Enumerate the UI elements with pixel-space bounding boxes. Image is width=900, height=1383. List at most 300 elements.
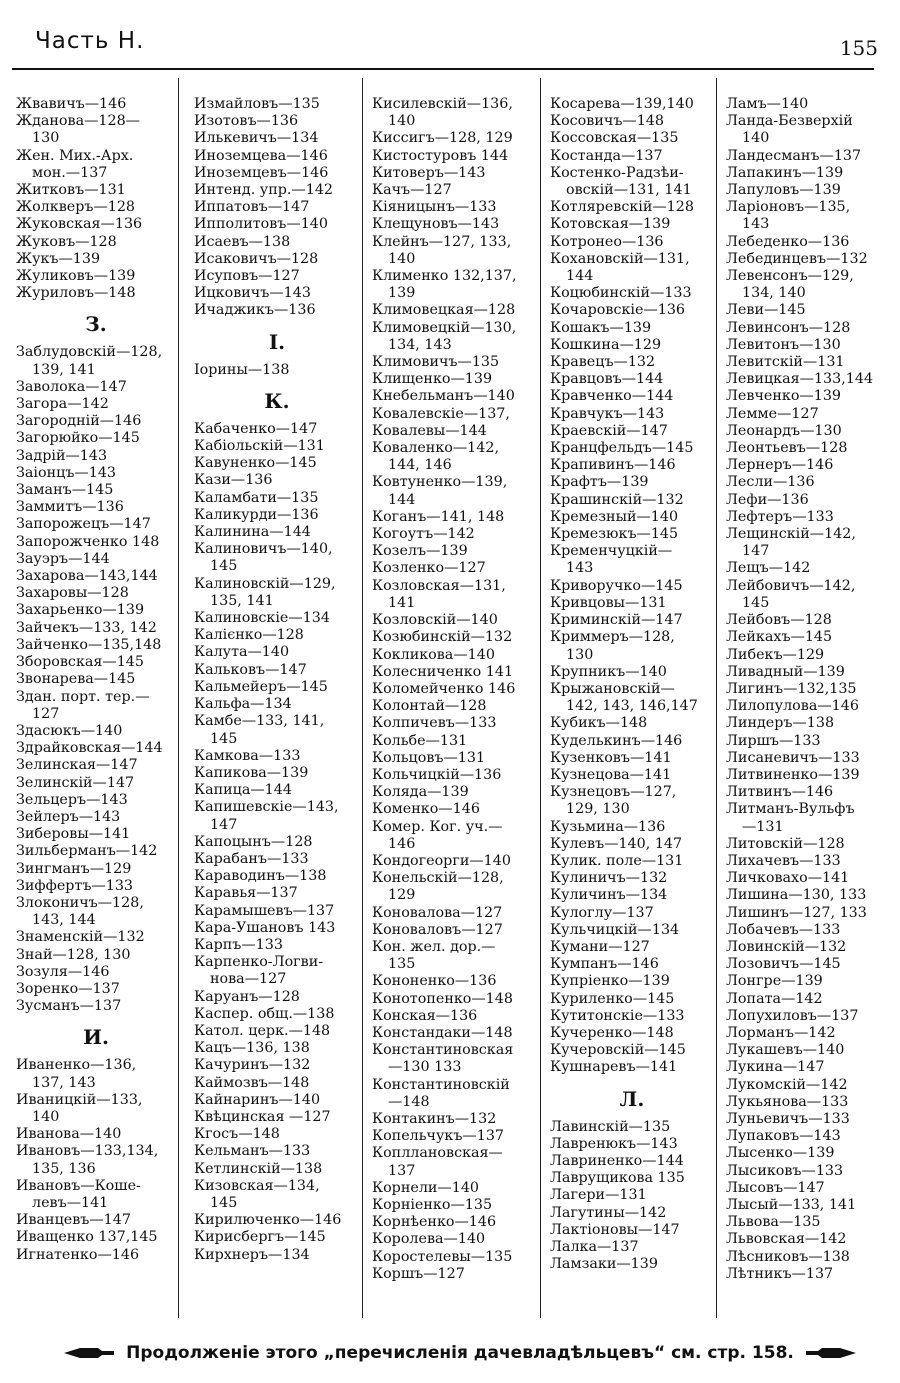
index-entry: Кремезюкъ—145	[550, 526, 679, 543]
index-entry: Калута—140	[194, 644, 290, 661]
index-entry: Котляревскій—128	[550, 199, 694, 216]
index-entry: Лѣсниковъ—138	[726, 1248, 850, 1265]
index-entry: Лупаковъ—143	[726, 1128, 841, 1145]
index-entry: Конотопенко—148	[372, 990, 513, 1007]
index-entry: Ковалевскіе—137,	[372, 405, 510, 422]
index-entry: Ковтуненко—139,	[372, 474, 508, 491]
index-entry: Кокликова—140	[372, 646, 495, 663]
index-entry: Капишевскіе—143,	[194, 799, 339, 816]
index-entry: Капоцынъ—128	[194, 833, 313, 850]
index-entry-continuation: 139, 141	[32, 361, 96, 378]
index-entry: Лысовъ—147	[726, 1179, 825, 1196]
index-entry: Ловинскій—132	[726, 938, 847, 955]
index-entry: Литвинъ—146	[726, 784, 834, 801]
index-entry: Крапивинъ—146	[550, 457, 676, 474]
index-entry: Левенсонъ—129,	[726, 268, 854, 285]
index-entry: Илькевичъ—134	[194, 130, 319, 147]
index-entry: Литманъ-Вульфъ	[726, 801, 855, 818]
index-entry: Загородній—146	[16, 413, 142, 430]
index-entry: Ичаджикъ—136	[194, 302, 316, 319]
index-entry: Котовская—139	[550, 216, 671, 233]
index-entry: Козловская—131,	[372, 577, 506, 594]
index-entry: Кнебельманъ—140	[372, 388, 515, 405]
index-entry: Здрайковская—144	[16, 740, 163, 757]
index-entry: Кравцовъ—144	[550, 371, 664, 388]
index-entry: Лилопулова—146	[726, 698, 859, 715]
index-entry-continuation: 140	[32, 1108, 60, 1125]
index-entry: Косарева—139,140	[550, 96, 694, 112]
index-entry: Клименко 132,137,	[372, 268, 517, 285]
pointing-hand-left-icon	[62, 1345, 116, 1361]
index-entry: Колесниченко 141	[372, 663, 514, 680]
index-entry: Кіяницынъ—133	[372, 199, 497, 216]
index-entry: Лорманъ—142	[726, 1024, 836, 1041]
index-column-1	[16, 96, 176, 1319]
index-entry: Леви—145	[726, 302, 806, 319]
index-entry: Константиновскій	[372, 1076, 510, 1093]
index-entry: Кайнаринъ—140	[194, 1091, 321, 1108]
index-entry: Козелъ—139	[372, 543, 468, 560]
index-entry: Лефи—136	[726, 491, 809, 508]
index-entry: Крашинскій—132	[550, 491, 684, 508]
section-letter: К.	[264, 388, 290, 413]
index-column-5	[726, 96, 886, 1319]
column-divider	[178, 78, 179, 1318]
index-entry: Лещъ—142	[726, 560, 811, 577]
index-entry: Лапакинъ—139	[726, 164, 844, 181]
index-entry: Знаменскій—132	[16, 929, 145, 946]
index-entry: Клищенко—139	[372, 371, 493, 388]
index-entry: Крафтъ—139	[550, 474, 649, 491]
index-entry: Коноваловъ—127	[372, 921, 503, 938]
index-entry: Либекъ—129	[726, 646, 825, 663]
index-entry: Исуповъ—127	[194, 268, 300, 285]
index-entry: Климовецкая—128	[372, 302, 516, 319]
index-entry: Кулоглу—137	[550, 904, 654, 921]
index-entry: Зильберманъ—142	[16, 843, 158, 860]
index-entry: Клещуновъ—143	[372, 216, 500, 233]
index-entry: Капикова—139	[194, 764, 309, 781]
index-entry: Левицкая—133,144	[726, 371, 874, 388]
index-entry: Кучеровскій—145	[550, 1042, 686, 1059]
index-entry: Каравья—137	[194, 885, 298, 902]
index-entry: Королева—140	[372, 1231, 486, 1248]
index-entry: Іорины—138	[194, 361, 290, 378]
index-entry: Каламбати—135	[194, 489, 319, 506]
index-entry: Лактіоновы—147	[550, 1221, 680, 1238]
index-entry: Лейкахъ—145	[726, 629, 833, 646]
index-entry: Ламзаки—139	[550, 1256, 658, 1273]
index-entry: Кочаровскіе—136	[550, 302, 686, 319]
index-entry: Кетлинскій—138	[194, 1160, 323, 1177]
index-entry-continuation: 146	[388, 835, 416, 852]
index-entry: Косовичъ—148	[550, 113, 664, 130]
index-entry: Кальковъ—147	[194, 661, 307, 678]
index-column-3	[372, 96, 538, 1319]
index-entry-continuation: 144	[388, 491, 416, 508]
index-entry-continuation: 135	[388, 956, 416, 973]
index-entry: Костанда—137	[550, 147, 663, 164]
index-entry: Зейлеръ—143	[16, 808, 121, 825]
index-entry: Качуринъ—132	[194, 1057, 311, 1074]
index-entry: Коваленко—142,	[372, 440, 499, 457]
index-entry: Копллановская—	[372, 1145, 503, 1162]
index-entry: Иващенко 137,145	[16, 1229, 158, 1246]
index-entry: Зборовская—145	[16, 654, 145, 671]
index-entry: Иваненко—136,	[16, 1057, 137, 1074]
index-entry: Купріенко—139	[550, 973, 670, 990]
index-entry: Иваницкій—133,	[16, 1091, 143, 1108]
index-entry: Жен. Мих.-Арх.	[16, 147, 134, 164]
index-entry: Куриленко—145	[550, 990, 675, 1007]
index-entry: Иноземцевъ—146	[194, 164, 329, 181]
index-entry: Иппатовъ—147	[194, 199, 310, 216]
index-entry: Козленко—127	[372, 560, 486, 577]
index-entry: Лефтеръ—133	[726, 508, 834, 525]
index-entry: Лебединцевъ—132	[726, 250, 868, 267]
index-entry: Кабаченко—147	[194, 420, 318, 437]
index-entry: Зельцеръ—143	[16, 791, 128, 808]
index-entry: Кизовская—134,	[194, 1177, 320, 1194]
index-entry: Кальмейеръ—145	[194, 678, 328, 695]
index-entry-continuation: 143	[566, 560, 594, 577]
index-entry: Контакинъ—132	[372, 1110, 497, 1127]
index-entry: Лаврущикова 135	[550, 1170, 685, 1187]
index-entry: Зелинскій—147	[16, 774, 135, 791]
index-entry: Лавинскій—135	[550, 1118, 671, 1135]
index-entry-continuation: 141	[388, 594, 416, 611]
index-entry-continuation: мон.—137	[32, 164, 108, 181]
index-entry: Кучеренко—148	[550, 1024, 674, 1041]
index-entry: Кравчукъ—143	[550, 405, 665, 422]
index-entry-continuation: 144, 146	[388, 457, 452, 474]
index-entry: Лозовичъ—145	[726, 956, 841, 973]
index-entry: Ламъ—140	[726, 96, 809, 112]
index-entry: Колонтай—128	[372, 698, 487, 715]
index-entry-continuation: 145	[742, 594, 770, 611]
index-entry-continuation: 143	[742, 216, 770, 233]
index-entry: Ипполитовъ—140	[194, 216, 328, 233]
index-entry: Лопата—142	[726, 990, 823, 1007]
index-entry: Кульчицкій—134	[550, 921, 680, 938]
index-column-4	[550, 96, 714, 1319]
index-entry: Львовская—142	[726, 1231, 847, 1248]
index-entry: Кумани—127	[550, 938, 650, 955]
index-column-2	[194, 96, 360, 1319]
index-entry-continuation: 134, 143	[388, 336, 452, 353]
index-entry: Корніенко—135	[372, 1197, 493, 1213]
index-entry: Заіонцъ—143	[16, 464, 117, 481]
part-title: Часть Н.	[35, 28, 145, 54]
index-entry-continuation: 140	[742, 130, 770, 147]
page-number: 155	[839, 36, 878, 60]
index-entry: Заволока—147	[16, 378, 127, 395]
index-entry-continuation: 130	[566, 646, 594, 663]
index-entry: Леонтьевъ—128	[726, 440, 848, 457]
index-entry: Котронео—136	[550, 233, 664, 250]
index-entry: Камкова—133	[194, 747, 301, 764]
index-entry: Лернеръ—146	[726, 457, 834, 474]
index-entry: Кистостуровъ 144	[372, 147, 509, 164]
index-entry-continuation: 147	[210, 816, 238, 833]
index-entry: Ивановъ—Коше-	[16, 1177, 141, 1194]
index-entry: Кузьмина—136	[550, 818, 666, 835]
index-entry: Злоконичъ—128,	[16, 894, 144, 911]
index-entry: Кельманъ—133	[194, 1143, 311, 1160]
index-entry: Костенко-Радзѣи-	[550, 164, 684, 181]
index-entry: Кази—136	[194, 472, 273, 489]
index-entry: Кремезный—140	[550, 508, 679, 525]
index-entry-continuation: 145	[210, 1194, 238, 1211]
index-entry: Захарьенко—139	[16, 602, 145, 619]
index-entry: Констандаки—148	[372, 1024, 513, 1041]
index-entry: Козловскій—140	[372, 612, 498, 629]
index-entry: Литвиненко—139	[726, 766, 860, 783]
index-entry: Куличинъ—134	[550, 887, 668, 904]
index-entry: Запорожецъ—147	[16, 516, 151, 533]
index-entry: Кузнецовъ—127,	[550, 784, 677, 801]
index-entry: Кирилюченко—146	[194, 1212, 342, 1229]
index-entry: Калиновскій—129,	[194, 575, 336, 592]
index-entry: Конельскій—128,	[372, 870, 504, 887]
index-entry-continuation: нова—127	[210, 971, 287, 988]
index-entry: Кон. жел. дор.—	[372, 938, 496, 955]
index-entry: Зайченко—135,148	[16, 636, 162, 653]
index-entry: Лишинъ—127, 133	[726, 904, 867, 921]
index-entry-continuation: —131	[742, 818, 784, 835]
index-entry-continuation: —148	[388, 1093, 430, 1110]
index-entry: Интенд. упр.—142	[194, 182, 334, 199]
index-entry: Кравецъ—132	[550, 354, 656, 371]
index-entry: Катол. церк.—148	[194, 1022, 331, 1039]
index-entry: Лысиковъ—133	[726, 1162, 844, 1179]
index-entry: Кузнецова—141	[550, 766, 672, 783]
index-entry: Крупникъ—140	[550, 663, 667, 680]
index-entry: Житковъ—131	[16, 182, 126, 199]
index-entry: Кавуненко—145	[194, 455, 317, 472]
index-entry: Карпенко-Логви-	[194, 954, 324, 971]
index-entry: Зауэръ—144	[16, 550, 110, 567]
index-entry-continuation: 142, 143, 146,147	[566, 698, 698, 715]
index-entry: Кольбе—131	[372, 732, 468, 749]
index-entry-continuation: 129	[388, 887, 416, 904]
index-entry: Конская—136	[372, 1007, 478, 1024]
index-entry: Капица—144	[194, 782, 292, 799]
index-entry: Карабанъ—133	[194, 850, 309, 867]
index-entry: Карпъ—133	[194, 936, 283, 953]
index-entry: Иванцевъ—147	[16, 1212, 131, 1229]
index-entry: Лонгре—139	[726, 973, 823, 990]
index-entry: Лихачевъ—133	[726, 852, 841, 869]
index-entry: Кольцовъ—131	[372, 749, 486, 766]
index-entry: Зусманъ—137	[16, 998, 122, 1015]
index-entry-continuation: 143, 144	[32, 912, 96, 929]
index-entry: Зозуля—146	[16, 963, 110, 980]
index-entry: Лысый—133, 141	[726, 1197, 857, 1213]
index-entry: Лейбовъ—128	[726, 612, 832, 629]
index-entry: Лапуловъ—139	[726, 182, 841, 199]
index-entry: Калиновскіе—134	[194, 610, 330, 627]
index-entry-continuation: 145	[210, 558, 238, 575]
header-rule	[12, 68, 874, 70]
index-entry: Кацъ—136, 138	[194, 1040, 310, 1057]
index-entry: Ландесманъ—137	[726, 147, 862, 164]
index-entry: Кольчицкій—136	[372, 766, 502, 783]
index-entry-continuation: 145	[210, 730, 238, 747]
index-entry-continuation: левъ—141	[32, 1194, 109, 1211]
index-entry: Ковалевы—144	[372, 422, 487, 439]
index-entry: Лобачевъ—133	[726, 921, 841, 938]
index-entry-continuation: 129, 130	[566, 801, 630, 818]
section-letter: І.	[268, 329, 286, 354]
index-entry: Зиффертъ—133	[16, 877, 134, 894]
index-entry: Лишина—130, 133	[726, 887, 867, 904]
index-entry: Китоверъ—143	[372, 164, 486, 181]
index-entry: Куделькинъ—146	[550, 732, 683, 749]
column-divider	[540, 78, 541, 1318]
index-entry-continuation: овскій—131, 141	[566, 182, 692, 199]
index-entry: Кара-Ушановъ 143	[194, 919, 336, 936]
index-entry-continuation: 140	[388, 250, 416, 267]
index-entry: Лейбовичъ—142,	[726, 577, 856, 594]
index-entry: Исаевъ—138	[194, 233, 291, 250]
index-entry: Леонардъ—130	[726, 422, 842, 439]
index-entry: Лисаневичъ—133	[726, 749, 860, 766]
index-entry: Коганъ—141, 148	[372, 508, 505, 525]
index-entry: Захаровы—128	[16, 585, 129, 602]
index-entry: Лалка—137	[550, 1239, 639, 1255]
index-entry: Константиновская	[372, 1042, 514, 1059]
index-entry: Загорюйко—145	[16, 430, 140, 447]
index-entry: Криворучко—145	[550, 577, 683, 594]
index-entry: Колядa—139	[372, 784, 469, 801]
index-entry: Коростелевы—135	[372, 1248, 513, 1265]
index-entry: Ларіоновъ—135,	[726, 199, 851, 216]
footer-text: Продолженіе этого „перечисленія дачевладѣльцевъ“ см. стр. 158.	[126, 1343, 794, 1363]
index-entry: Загора—142	[16, 396, 109, 413]
index-entry: Лагери—131	[550, 1187, 647, 1204]
index-entry: Кулевъ—140, 147	[550, 835, 683, 852]
index-entry: Качъ—127	[372, 182, 452, 199]
index-entry: Изотовъ—136	[194, 113, 299, 130]
index-entry: Карамышевъ—137	[194, 902, 335, 919]
index-entry: Иванова—140	[16, 1126, 122, 1143]
index-entry: Комер. Ког. уч.—	[372, 818, 503, 835]
index-entry-continuation: 137, 143	[32, 1074, 96, 1091]
index-entry: Климовецкій—130,	[372, 319, 517, 336]
index-entry: Криминскій—147	[550, 612, 683, 629]
index-entry: Звонарева—145	[16, 671, 136, 688]
section-letter: И.	[83, 1025, 109, 1050]
index-entry: Криммеръ—128,	[550, 629, 675, 646]
index-entry-continuation: 130	[32, 130, 60, 147]
index-entry: Кубикъ—148	[550, 715, 648, 732]
index-entry: Львова—135	[726, 1214, 821, 1231]
index-entry: Лавриненко—144	[550, 1152, 684, 1169]
index-entry: Когоутъ—142	[372, 526, 475, 543]
index-entry: Журиловъ—148	[16, 285, 136, 302]
index-entry: Кременчуцкій—	[550, 543, 673, 560]
index-entry: Жуковская—136	[16, 216, 143, 233]
index-entry: Крыжановскій—	[550, 680, 675, 697]
index-entry: Заманъ—145	[16, 482, 114, 499]
index-entry: Лемме—127	[726, 405, 819, 422]
index-entry: Каспер. общ.—138	[194, 1005, 335, 1022]
index-entry: Жуковъ—128	[16, 233, 117, 250]
index-entry: Кальфа—134	[194, 696, 292, 713]
index-entry: Кирисбергъ—145	[194, 1229, 326, 1246]
index-entry: Кранцфельдъ—145	[550, 440, 694, 457]
index-entry: Запорожченко 148	[16, 533, 160, 550]
index-entry: Кулик. поле—131	[550, 852, 684, 869]
page-header	[35, 24, 878, 68]
index-entry: Кузенковъ—141	[550, 749, 672, 766]
index-entry: Задрій—143	[16, 447, 108, 464]
index-entry: Зингманъ—129	[16, 860, 132, 877]
section-letter: Л.	[619, 1086, 645, 1111]
index-entry: Зелинская—147	[16, 757, 138, 774]
index-entry: Здасюкъ—140	[16, 722, 123, 739]
index-entry: Кирхнеръ—134	[194, 1246, 310, 1263]
index-entry: Здан. порт. тер.—	[16, 688, 150, 705]
index-entry: Кгосъ—148	[194, 1126, 280, 1143]
index-entry-continuation: —130 133	[388, 1059, 462, 1076]
index-entry: Кохановскій—131,	[550, 250, 690, 267]
index-entry: Караводинъ—138	[194, 868, 327, 885]
index-entry: Захарова—143,144	[16, 568, 158, 585]
index-entry: Краевскій—147	[550, 422, 668, 439]
index-entry: Коршъ—127	[372, 1265, 465, 1282]
index-entry: Жуликовъ—139	[16, 268, 136, 285]
index-entry: Лесли—136	[726, 474, 815, 491]
index-entry: Кушнаревъ—141	[550, 1059, 678, 1076]
index-entry-continuation: 134, 140	[742, 285, 806, 302]
index-entry: Лопухиловъ—137	[726, 1007, 859, 1024]
index-entry: Измайловъ—135	[194, 96, 320, 112]
index-entry: Лукьянова—133	[726, 1093, 849, 1110]
index-entry: Левитонъ—130	[726, 336, 841, 353]
index-entry-continuation: 144	[566, 268, 594, 285]
index-entry: Колпичевъ—133	[372, 715, 497, 732]
index-entry: Корнели—140	[372, 1179, 480, 1196]
index-entry: Корнѣенко—146	[372, 1214, 497, 1231]
index-entry: Камбе—133, 141,	[194, 713, 325, 730]
index-entry: Лебеденко—136	[726, 233, 850, 250]
column-divider	[716, 78, 717, 1318]
index-entry-continuation: 140	[388, 113, 416, 130]
index-entry: Климовичъ—135	[372, 354, 500, 371]
section-letter: З.	[85, 312, 107, 337]
index-entry: Лагутины—142	[550, 1204, 667, 1221]
index-entry: Лысенко—139	[726, 1145, 835, 1162]
footer-note	[60, 1338, 860, 1368]
index-entry-continuation: 137	[388, 1162, 416, 1179]
index-entry-continuation: 139	[388, 285, 416, 302]
index-entry: Квѣцинская —127	[194, 1108, 331, 1125]
index-entry: Лукомскій—142	[726, 1076, 848, 1093]
index-entry: Ливадный—139	[726, 663, 845, 680]
index-entry: Литовскій—128	[726, 835, 845, 852]
index-entry: Игнатенко—146	[16, 1246, 140, 1263]
index-entry: Линдеръ—138	[726, 715, 835, 732]
index-entry: Левитскій—131	[726, 354, 845, 371]
index-entry: Жолкверъ—128	[16, 199, 136, 216]
index-entry: Иноземцева—146	[194, 147, 328, 164]
index-entry: Лукашевъ—140	[726, 1042, 845, 1059]
index-entry: Каликурди—136	[194, 506, 319, 523]
index-entry: Кошкина—129	[550, 336, 662, 353]
index-entry: Лавренюкъ—143	[550, 1135, 678, 1152]
